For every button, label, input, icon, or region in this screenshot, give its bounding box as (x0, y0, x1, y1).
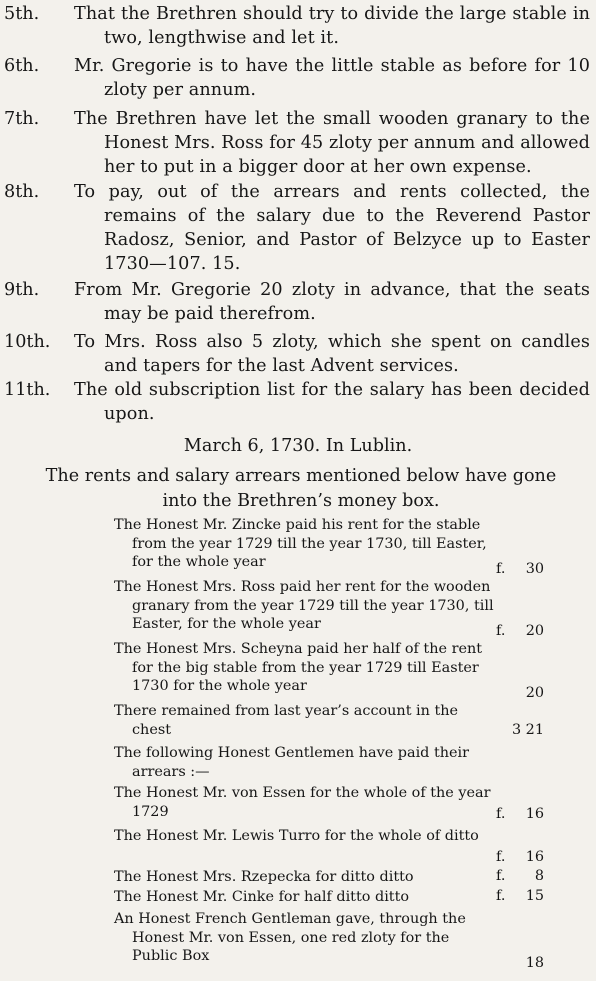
entry-amount: 16 (525, 849, 544, 865)
florin-mark: f. (496, 888, 506, 904)
entry-amount: 8 (534, 868, 544, 884)
ledger-entry (114, 640, 494, 696)
resolution-text: That the Brethren should try to divide the large stable in two, lengthwise and let it. (74, 4, 590, 48)
entry-amount: 3 21 (511, 722, 544, 738)
resolution-number: 8th. (4, 182, 40, 202)
entry-text: The Honest Mr. von Essen for the whole of the year 1729 (114, 785, 491, 820)
resolution-5 (4, 2, 590, 50)
resolution-6 (4, 54, 590, 102)
resolution-text: To pay, out of the arrears and rents collected, the remains of the salary due to the Reverend Pastor Radosz, Senior, and Pastor of Belzyce up to Easter 1730—107. 15. (74, 182, 590, 274)
resolution-8 (4, 180, 590, 276)
entry-amount: 16 (525, 806, 544, 822)
entry-text: An Honest French Gentleman gave, through the Honest Mr. von Essen, one red zloty for the Public Box (114, 911, 466, 964)
resolution-9 (4, 278, 590, 326)
entry-text: The Honest Mrs. Ross paid her rent for the wooden granary from the year 1729 till the year 1730, till Easter, for the whole year (114, 579, 494, 632)
entry-amount: 20 (525, 623, 544, 639)
ledger-entry (114, 888, 494, 907)
ledger-entry (114, 578, 494, 634)
entry-text: The Honest Mrs. Rzepecka for ditto ditto (114, 869, 414, 885)
resolution-number: 10th. (4, 332, 51, 352)
resolution-number: 9th. (4, 280, 40, 300)
section-heading: March 6, 1730. In Lublin. (183, 436, 413, 456)
florin-mark: f. (496, 849, 506, 865)
resolution-number: 11th. (4, 380, 51, 400)
resolution-number: 6th. (4, 56, 40, 76)
ledger-entry (114, 868, 494, 887)
ledger-entry (114, 516, 494, 572)
ledger-entry (114, 784, 494, 821)
florin-mark: f. (496, 623, 506, 639)
entry-amount: 18 (525, 955, 544, 971)
resolution-text: The old subscription list for the salary has been decided upon. (74, 380, 590, 424)
entry-text: The following Honest Gentlemen have paid their arrears :— (114, 745, 470, 780)
resolution-text: To Mrs. Ross also 5 zloty, which she spent on candles and tapers for the last Advent services. (74, 332, 590, 376)
resolution-text: The Brethren have let the small wooden granary to the Honest Mrs. Ross for 45 zloty per annum and allowed her to put in a bigger door at her own expense. (74, 109, 590, 177)
resolution-11 (4, 378, 590, 426)
section-intro: The rents and salary arrears mentioned below have gone into the Brethren’s money box. (45, 466, 557, 511)
florin-mark: f. (496, 561, 506, 577)
ledger-entry (114, 910, 494, 966)
entry-amount: 20 (525, 685, 544, 701)
entry-text: The Honest Mr. Zincke paid his rent for the stable from the year 1729 till the year 1730, till Easter, for the whole year (114, 517, 487, 570)
resolution-10 (4, 330, 590, 378)
entry-amount: 30 (525, 561, 544, 577)
resolution-text: Mr. Gregorie is to have the little stable as before for 10 zloty per annum. (74, 56, 590, 100)
florin-mark: f. (496, 868, 506, 884)
ledger-entry (114, 827, 494, 846)
ledger-entry (114, 702, 494, 739)
entry-text: The Honest Mr. Lewis Turro for the whole of ditto (114, 828, 479, 844)
entry-text: The Honest Mrs. Scheyna paid her half of the rent for the big stable from the year 1729 till Easter 1730 for the whole year (114, 641, 483, 694)
resolution-number: 5th. (4, 4, 40, 24)
entry-text: There remained from last year’s account in the chest (114, 703, 459, 738)
resolution-text: From Mr. Gregorie 20 zloty in advance, that the seats may be paid therefrom. (74, 280, 590, 324)
resolution-7 (4, 107, 590, 179)
entry-amount: 15 (525, 888, 544, 904)
entry-text: The Honest Mr. Cinke for half ditto ditto (114, 889, 410, 905)
ledger-entry (114, 744, 494, 781)
resolution-number: 7th. (4, 109, 40, 129)
florin-mark: f. (496, 806, 506, 822)
